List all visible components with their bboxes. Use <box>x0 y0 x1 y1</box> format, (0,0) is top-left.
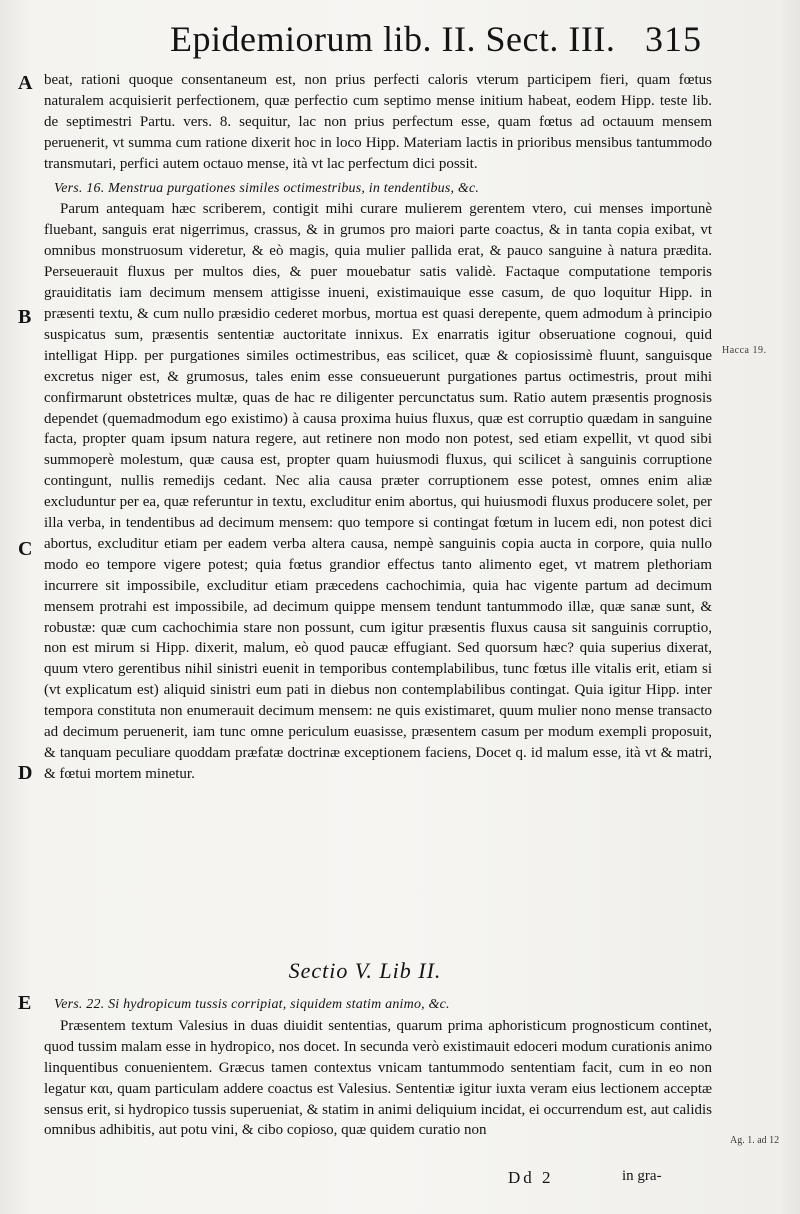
running-title: Epidemiorum lib. II. Sect. III. <box>170 19 616 59</box>
section-heading: Sectio V. Lib II. <box>288 958 442 983</box>
page-number: 315 <box>645 19 702 59</box>
main-text-block <box>44 70 712 785</box>
verse-heading-22: Vers. 22. Si hydropicum tussis corripiat, siquidem statim animo, &c. <box>54 997 450 1012</box>
paragraph-commentary: Parum antequam hæc scriberem, contigit mihi curare mulierem gerentem vtero, cui menses importunè fluebant, sanguis erat nigerrimus, crassus, & in grumos pro maiori parte coactus, & in tanta copia exibat, vt omnibus monstruosum videretur, & eò magis, quia mulier pallida erat, & pauco sanguine à natura prædita. Perseuerauit fluxus per multos dies, & puer mouebatur satis validè. Factaque computatione temporis grauiditatis iam decimum mensem attigisse inueni, existimauique esse casum, de quo loquitur Hipp. in præsenti textu, & cum nullo præsidio cederet morbus, mortua est quasi derepente, quem admodum à principio suspicatus sum, præsentis sententiæ auctoritate innixus. Ex enarratis igitur obseruatione cognoui, quid intelligat Hipp. per purgationes similes octimestribus, eas scilicet, quæ & copiosissimè fluunt, sanguisque excretus niger est, & grumosus, tales enim esse consueuerunt purgationes partus octimestris, prout mihi confirmarunt obstetrices multæ, quas de hac re diligenter percunctatus sum. Ratio autem præsentis prognosis dependet (quemadmodum ego existimo) à causa proxima huius fluxus, quæ est corruptio quædam in sanguine facta, propter quam ipsum natura regere, aut retinere non modo non potest, sed etiam expellit, vt quod sibi summoperè molestum, quæ causa est, propter quam huiusmodi fluxus, qui scilicet à sanguinis corruptione contingunt, nullis remedijs cedant. Nec alia causa præter corruptionem esse potest, omnes enim aliæ excluduntur per ea, quæ referuntur in textu, excluditur enim abortus, qui huiusmodi fluxus producere solet, per illa verba, in tendentibus ad decimum mensem: quo tempore si contingat fœtum in lucem edi, non potest dici abortus, excluditur etiam per eadem verba altera causa, nempè sanguinis copia aucta in corpore, quia nullo modo eo tempore vigere potest; quia fœtus grandior effectus tanto alimento eget, vt matrem plethoriam incurrere sit impossibile, excluditur etiam præcedens cachochimia, quia hac vigente partum ad decimum mensem protrahi est impossibile, ad decimum quippe mensem tendunt tantummodo illæ, quæ sanæ sunt, & robustæ: quæ cum cachochimia stare non possunt, cum igitur præsentis fluxus causa sit sanguinis corruptio, non est mirum si Hipp. dixerit, malum, eò quod paucæ effugiant. Sed quorsum hæc? quia superius dixerat, quum vtero gerentibus nihil sinistri euenit in temporibus contemplabilibus, tunc fœtus ille vitalis erit, etiam si (vt explicatum est) aliquid sinistri eum pati in diebus non contemplabilibus contingat. Quia igitur Hipp. inter tempora constituta non enumerauit decimum mensem: ne quis existimaret, quum mulier nono mense transacto ad decimum peruenerit, iam tunc omne periculum euasisse, præsentem casum per modum exempli proposuit, & tanquam peculiare quoddam præfatæ doctrinæ exceptionem faciens, Docet q. id malum esse, ità vt & matri, & fœtui mortem minetur. <box>44 201 712 782</box>
verse-heading-16: Vers. 16. Menstrua purgationes similes octimestribus, in tendentibus, &c. <box>54 180 480 196</box>
margin-letter-e: E <box>18 992 32 1014</box>
margin-letter-a: A <box>18 72 33 94</box>
margin-note: Hacca 19. <box>722 345 767 356</box>
margin-note-lower: Ag. 1. ad 12 <box>730 1135 780 1146</box>
paragraph-section: Præsentem textum Valesius in duas diuidit sententias, quarum prima aphoristicum prognosticum continet, quod tussim malam esse in hydropico, nos docet. In secunda verò existimauit edoceri modum curationis animo linquentibus conuenientem. Græcus tamen contextus vnicam tantummodo sententiam facit, cum in eo non legatur και, quam particulam addere coactus est Valesius. Sententiæ igitur iuxta veram eius lectionem acceptæ sensus erit, si hydropico tussis superueniat, & statim in animi deliquium incidat, ei occurrendum est, aut calidis omnibus adhibitis, aut potu vini, & cibo copioso, quæ quidem curatio non <box>44 1017 712 1139</box>
margin-letter-b: B <box>18 306 32 328</box>
section-text-block <box>44 995 712 1141</box>
paragraph-opening: beat, rationi quoque consentaneum est, non prius perfecti caloris vterum participem fieri, quam fœtus naturalem acquisierit perfectionem, quæ perfectio cum septimo mense initium habeat, eodem Hipp. teste lib. de septimestri Partu. vers. 8. sequitur, lac non prius perfectum esse, quam fœtus ad octauum mensem peruenerit, vt summa cum ratione dixerit hoc in loco Hipp. Materiam lactis in prioribus mensibus tantummodo transmutari, perfici autem octauo mense, ità vt lac perfectum dici possit. <box>44 72 712 172</box>
running-head <box>170 18 730 68</box>
catchword: in gra- <box>622 1168 662 1184</box>
signature-mark: Dd 2 <box>508 1168 554 1187</box>
margin-letter-d: D <box>18 762 33 784</box>
margin-letter-c: C <box>18 538 33 560</box>
